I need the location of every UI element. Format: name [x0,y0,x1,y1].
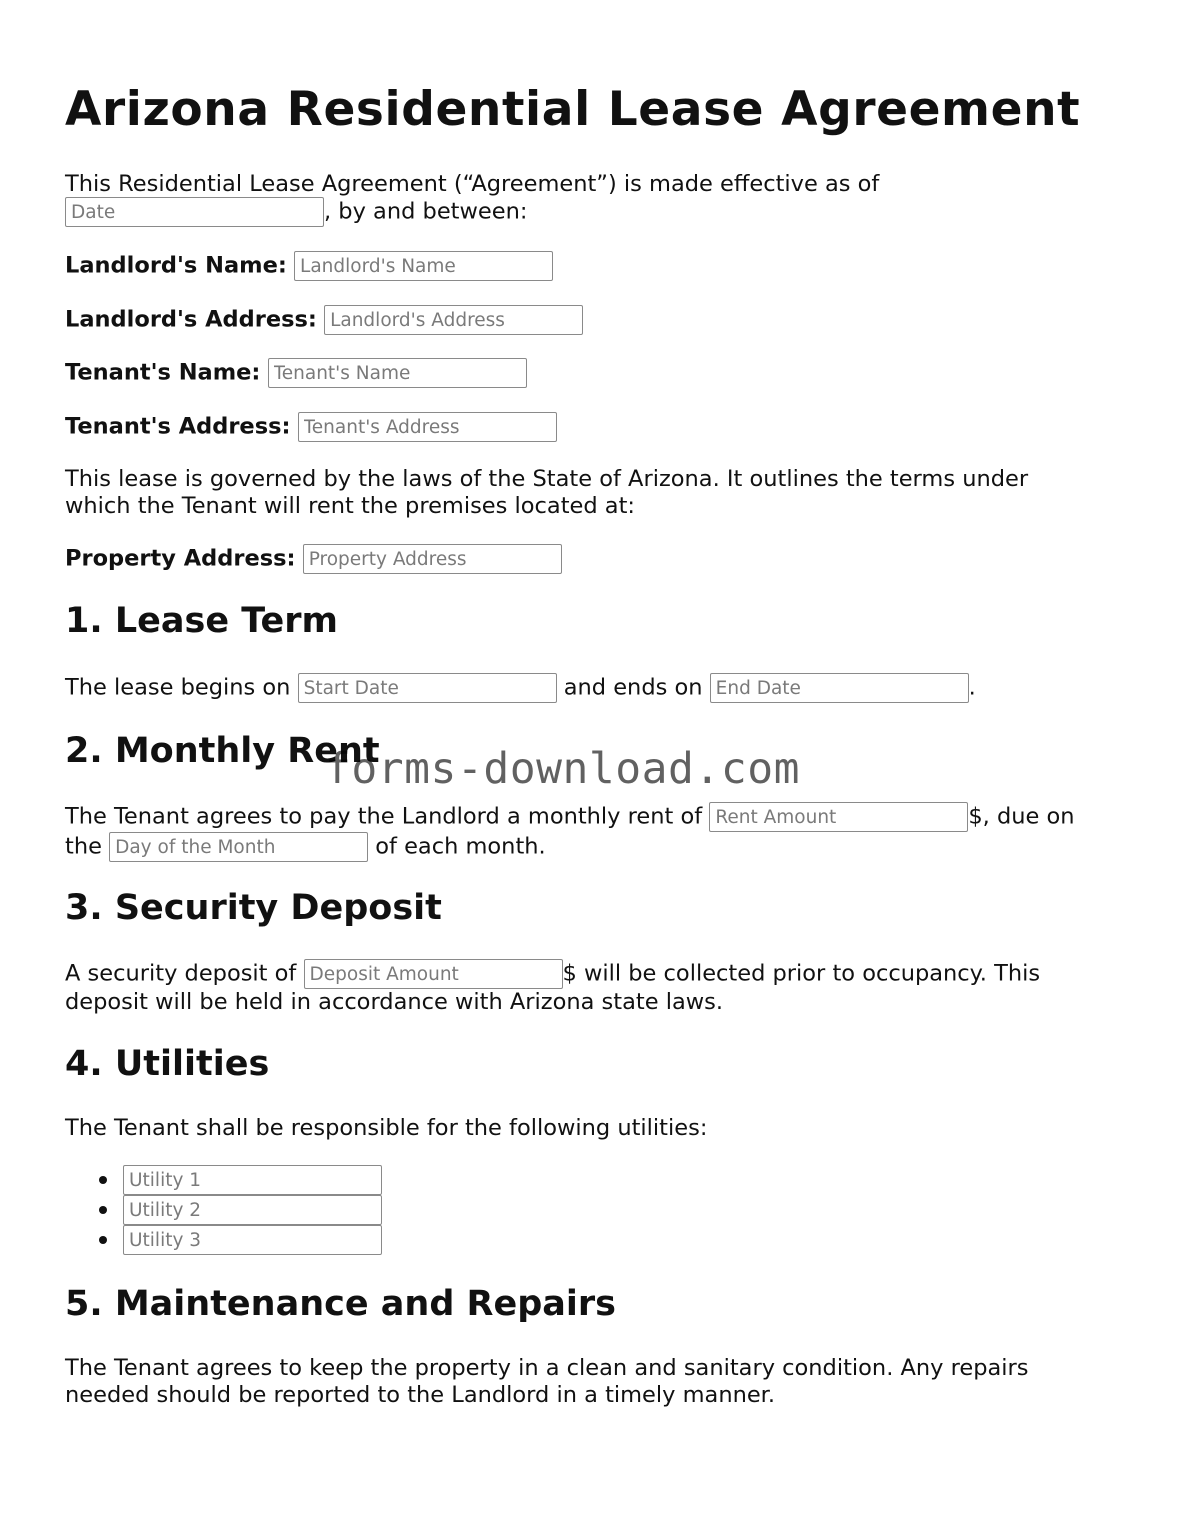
property-address-row [65,544,562,574]
governing-line-2: which the Tenant will rent the premises located at: [65,493,635,519]
rent-amount-input[interactable] [709,802,968,832]
section-heading-lease-term: 1. Lease Term [65,601,338,641]
bullet-icon [99,1236,107,1244]
landlord-address-input[interactable] [324,305,583,335]
section-heading-maintenance: 5. Maintenance and Repairs [65,1284,617,1324]
page-title: Arizona Residential Lease Agreement [65,82,1081,137]
deposit-text-after: $ will be collected prior to occupancy. This [562,960,1041,987]
list-item [65,1225,382,1255]
list-item [65,1195,382,1225]
deposit-line-1 [65,959,1040,989]
end-date-input[interactable] [710,673,969,703]
section-heading-utilities: 4. Utilities [65,1044,270,1084]
deposit-text-before: A security deposit of [65,960,297,987]
list-item [65,1165,382,1195]
intro-line [65,171,879,198]
bullet-icon [99,1206,107,1214]
landlord-name-label: Landlord's Name: [65,252,287,279]
bullet-icon [99,1176,107,1184]
governing-line-1: This lease is governed by the laws of the State of Arizona. It outlines the terms under [65,466,1029,492]
effective-date-input[interactable] [65,197,324,227]
section-heading-monthly-rent: 2. Monthly Rent [65,731,380,771]
utility-3-input[interactable] [123,1225,382,1255]
tenant-address-input[interactable] [298,412,557,442]
utility-1-input[interactable] [123,1165,382,1195]
lease-term-text-middle: and ends on [563,674,703,701]
intro-text: This Residential Lease Agreement (“Agreement”) is made effective as of [65,171,880,197]
tenant-name-input[interactable] [268,358,527,388]
tenant-name-label: Tenant's Name: [65,359,261,386]
watermark: forms-download.com [325,744,800,794]
lease-term-line [65,673,976,703]
maintenance-line-1: The Tenant agrees to keep the property in a clean and sanitary condition. Any repairs [65,1355,1029,1381]
property-address-input[interactable] [303,544,562,574]
intro-date-line [65,197,527,227]
maintenance-line-2: needed should be reported to the Landlord in a timely manner. [65,1382,776,1408]
rent-day-input[interactable] [109,832,368,862]
section-heading-security-deposit: 3. Security Deposit [65,888,442,928]
deposit-amount-input[interactable] [304,959,563,989]
rent-line-2 [65,832,546,862]
utility-2-input[interactable] [123,1195,382,1225]
tenant-name-row [65,358,527,388]
landlord-name-row [65,251,553,281]
landlord-name-input[interactable] [294,251,553,281]
deposit-line-2: deposit will be held in accordance with Arizona state laws. [65,989,724,1015]
lease-term-text-after: . [968,674,976,701]
utilities-text: The Tenant shall be responsible for the following utilities: [65,1115,708,1141]
intro-suffix: , by and between: [324,198,528,225]
rent-text-line2-end: of each month. [375,833,546,860]
tenant-address-row [65,412,557,442]
landlord-address-row [65,305,583,335]
rent-text-after-amount: $, due on [968,803,1075,830]
start-date-input[interactable] [298,673,557,703]
lease-term-text-before: The lease begins on [65,674,291,701]
landlord-address-label: Landlord's Address: [65,306,317,333]
utilities-list [65,1165,382,1255]
tenant-address-label: Tenant's Address: [65,413,291,440]
rent-line-1 [65,802,1075,832]
rent-text-line2-start: the [65,833,102,860]
property-address-label: Property Address: [65,545,296,572]
rent-text-before: The Tenant agrees to pay the Landlord a monthly rent of [65,803,703,830]
